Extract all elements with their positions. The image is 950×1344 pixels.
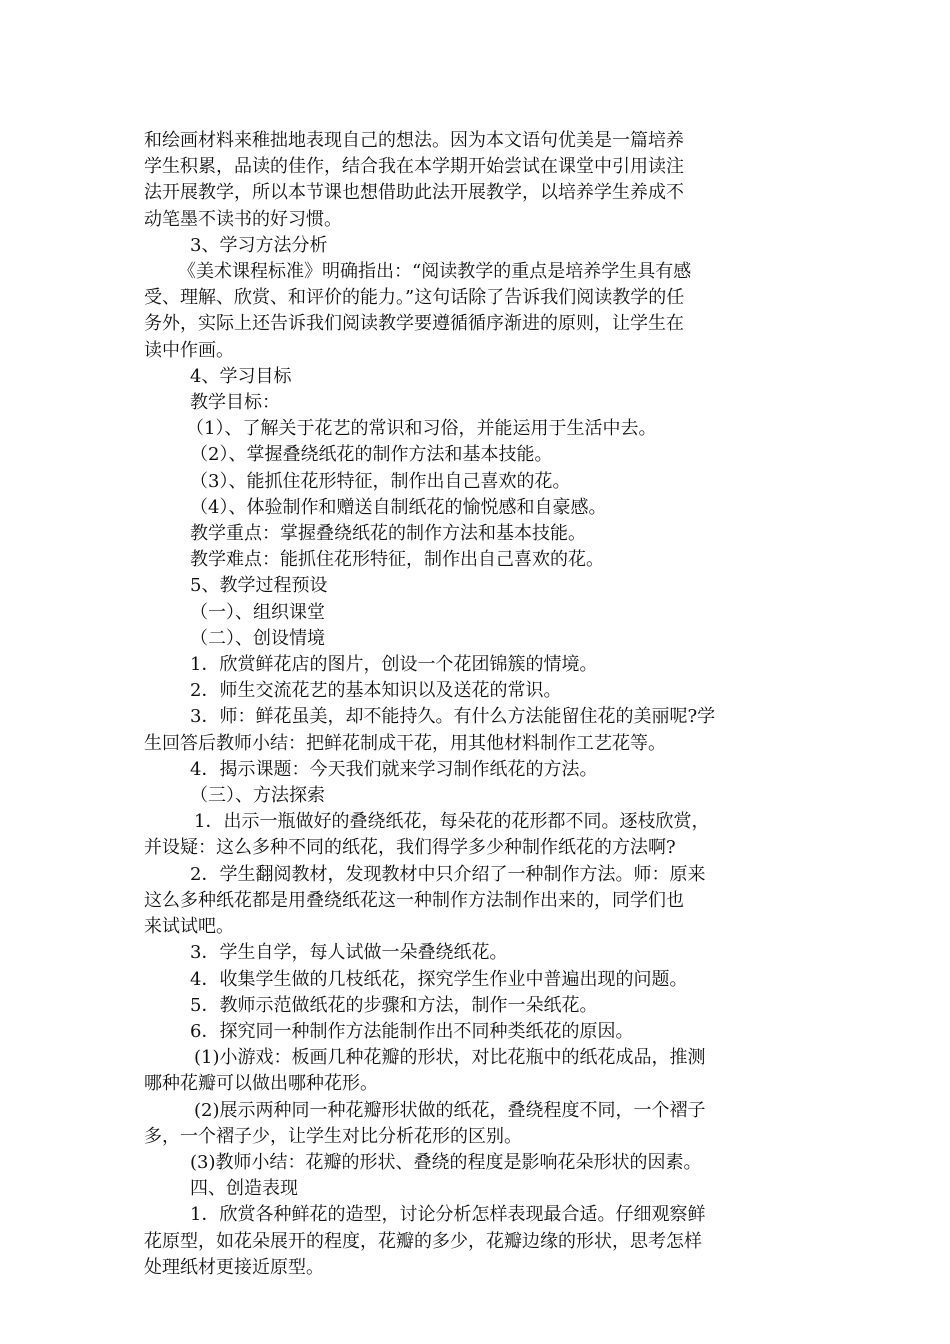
text-line: 法开展教学，所以本节课也想借助此法开展教学，以培养学生养成不	[144, 182, 684, 204]
text-line: 4．揭示课题：今天我们就来学习制作纸花的方法。	[190, 758, 598, 780]
text-line: 1．出示一瓶做好的叠绕纸花，每朵花的花形都不同。逐枝欣赏，	[194, 811, 710, 833]
text-line: （三）、方法探索	[190, 785, 325, 807]
text-line: 5、教学过程预设	[190, 575, 328, 597]
text-line: (2)展示两种同一种花瓣形状做的纸花，叠绕程度不同，一个褶子	[194, 1099, 706, 1121]
text-line: 花原型，如花朵展开的程度，花瓣的多少，花瓣边缘的形状，思考怎样	[144, 1230, 702, 1252]
text-line: 哪种花瓣可以做出哪种花形。	[144, 1073, 378, 1095]
text-line: 务外，实际上还告诉我们阅读教学要遵循循序渐进的原则，让学生在	[144, 313, 684, 335]
text-line: 1．欣赏鲜花店的图片，创设一个花团锦簇的情境。	[190, 654, 598, 676]
text-line: (3)教师小结：花瓣的形状、叠绕的程度是影响花朵形状的因素。	[190, 1151, 702, 1173]
text-line: 5．教师示范做纸花的步骤和方法，制作一朵纸花。	[190, 994, 598, 1016]
text-line: (1)小游戏：板画几种花瓣的形状，对比花瓶中的纸花成品，推测	[194, 1047, 706, 1069]
text-line: （二）、创设情境	[190, 627, 325, 649]
text-line: 4．收集学生做的几枝纸花，探究学生作业中普遍出现的问题。	[190, 968, 688, 990]
text-line: （3）、能抓住花形特征，制作出自己喜欢的花。	[190, 470, 571, 492]
text-line: 2．学生翻阅教材，发现教材中只介绍了一种制作方法。师：原来	[190, 863, 706, 885]
text-line: 读中作画。	[144, 339, 234, 361]
text-line: 受、理解、欣赏、和评价的能力。”这句话除了告诉我们阅读教学的任	[144, 287, 685, 309]
text-line: 教学目标：	[190, 392, 280, 414]
text-line: 四、创造表现	[190, 1178, 298, 1200]
text-line: 并设疑：这么多种不同的纸花，我们得学多少种制作纸花的方法啊?	[144, 837, 676, 859]
text-line: 1．欣赏各种鲜花的造型，讨论分析怎样表现最合适。仔细观察鲜	[190, 1204, 706, 1226]
text-line: （1）、了解关于花艺的常识和习俗，并能运用于生活中去。	[186, 418, 657, 440]
text-line: 4、学习目标	[190, 365, 292, 387]
document-body	[142, 128, 810, 1281]
text-line: 和绘画材料来稚拙地表现自己的想法。因为本文语句优美是一篇培养	[144, 130, 684, 151]
text-line: 这么多种纸花都是用叠绕纸花这一种制作方法制作出来的，同学们也	[144, 889, 684, 911]
text-line: 来试试吧。	[144, 916, 234, 938]
text-line: 学生积累，品读的佳作，结合我在本学期开始尝试在课堂中引用读注	[144, 156, 684, 178]
text-line: 3、学习方法分析	[190, 234, 328, 256]
text-line: 3．师：鲜花虽美，却不能持久。有什么方法能留住花的美丽呢?学	[190, 706, 716, 728]
text-line: 教学难点：能抓住花形特征，制作出自己喜欢的花。	[190, 549, 604, 571]
text-line: 《美术课程标准》明确指出：“阅读教学的重点是培养学生具有感	[178, 261, 692, 283]
text-line: （2）、掌握叠绕纸花的制作方法和基本技能。	[190, 444, 553, 466]
text-line: 2．师生交流花艺的基本知识以及送花的常识。	[190, 680, 562, 702]
text-line: （4）、体验制作和赠送自制纸花的愉悦感和自豪感。	[190, 496, 607, 518]
text-line: （一）、组织课堂	[190, 601, 325, 623]
text-line: 动笔墨不读书的好习惯。	[144, 208, 342, 230]
text-line: 6．探究同一种制作方法能制作出不同种类纸花的原因。	[190, 1020, 634, 1042]
text-line: 多，一个褶子少，让学生对比分析花形的区别。	[144, 1125, 522, 1147]
text-line: 教学重点：掌握叠绕纸花的制作方法和基本技能。	[190, 523, 586, 545]
text-line: 处理纸材更接近原型。	[144, 1256, 324, 1278]
text-line: 生回答后教师小结：把鲜花制成干花，用其他材料制作工艺花等。	[144, 732, 666, 754]
text-line: 3．学生自学，每人试做一朵叠绕纸花。	[190, 942, 508, 964]
